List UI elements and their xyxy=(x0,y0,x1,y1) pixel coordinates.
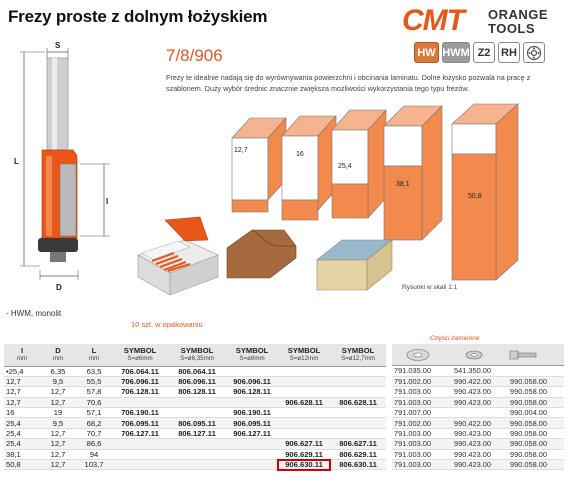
dimension-cell: 9,5 xyxy=(40,418,76,428)
diagram-value-3: 25,4 xyxy=(338,163,352,170)
table-row xyxy=(4,366,386,376)
table-row xyxy=(392,387,564,397)
diagram-value-5: 50,8 xyxy=(468,193,482,200)
dim-i-label: I xyxy=(106,197,109,206)
scale-note: Rysunki w skali 1:1 xyxy=(402,284,458,291)
symbol-cell: 706.096.11 xyxy=(112,376,168,386)
dimension-cell: 6,35 xyxy=(40,366,76,376)
dimension-cell: 25,4 xyxy=(4,439,40,449)
spare-parts-icons xyxy=(392,344,564,366)
symbol-cell xyxy=(330,428,386,438)
dimension-cell: 103,7 xyxy=(76,460,112,470)
dimension-cell: 12,7 xyxy=(40,397,76,407)
spec-header-main: SYMBOL xyxy=(180,345,214,355)
spec-header-main: D xyxy=(55,345,61,355)
dimension-cell: •25,4 xyxy=(4,366,40,376)
part-number-cell: 791.002.00 xyxy=(392,376,452,386)
spec-header-sub: mm xyxy=(16,354,28,362)
table-row xyxy=(392,376,564,386)
symbol-cell: 806.627.11 xyxy=(330,439,386,449)
part-number-cell: 990.058.00 xyxy=(508,376,564,386)
spec-header-0 xyxy=(4,344,40,366)
part-number-cell: 990.004.00 xyxy=(508,408,564,418)
part-number-cell: 990.058.00 xyxy=(508,418,564,428)
hwm-badge: HWM xyxy=(442,42,470,63)
spec-header-5 xyxy=(226,344,278,366)
symbol-cell: 906.095.11 xyxy=(226,418,278,428)
page-title: Frezy proste z dolnym łożyskiem xyxy=(8,7,268,26)
symbol-cell xyxy=(226,439,278,449)
spare-parts-table xyxy=(392,366,564,470)
spec-header-4 xyxy=(168,344,226,366)
part-number-cell: 791.035.00 xyxy=(392,366,452,376)
symbol-cell xyxy=(112,449,168,459)
table-row xyxy=(392,439,564,449)
symbol-cell: 906.629.11 xyxy=(278,449,330,459)
part-number-cell: 990.422.00 xyxy=(452,418,508,428)
washer-part-icon xyxy=(466,351,482,359)
part-number-cell: 791.003.00 xyxy=(392,387,452,397)
symbol-cell xyxy=(278,366,330,376)
symbol-cell xyxy=(278,428,330,438)
table-row xyxy=(392,449,564,459)
symbol-cell xyxy=(168,397,226,407)
symbol-cell: 906.627.11 xyxy=(278,439,330,449)
symbol-cell xyxy=(226,449,278,459)
dimension-cell: 12,7 xyxy=(40,428,76,438)
dimension-cell: 68,2 xyxy=(76,418,112,428)
dimension-cell: 12,7 xyxy=(40,449,76,459)
logo-line2: TOOLS xyxy=(488,21,536,36)
dim-s-label: S xyxy=(55,41,61,50)
diagram-value-1: 12,7 xyxy=(234,147,248,154)
symbol-cell xyxy=(278,408,330,418)
table-row xyxy=(392,418,564,428)
part-number-cell: 990.423.00 xyxy=(452,460,508,470)
part-number-cell: 791.003.00 xyxy=(392,428,452,438)
spec-header-main: SYMBOL xyxy=(123,345,157,355)
table-row xyxy=(4,460,386,470)
symbol-cell: 806.096.11 xyxy=(168,376,226,386)
bearing-icon xyxy=(523,42,545,63)
dimension-cell: 57,1 xyxy=(76,408,112,418)
symbol-cell xyxy=(226,460,278,470)
part-number-cell: 990.422.00 xyxy=(452,376,508,386)
dim-d-label: D xyxy=(56,283,62,292)
part-number-cell: 990.058.00 xyxy=(508,387,564,397)
bearing-part-icon xyxy=(407,350,429,361)
spec-header-main: SYMBOL xyxy=(235,345,269,355)
table-row xyxy=(4,418,386,428)
spec-header-3 xyxy=(112,344,168,366)
part-number-cell: 791.007.00 xyxy=(392,408,452,418)
symbol-cell xyxy=(278,418,330,428)
symbol-cell xyxy=(330,366,386,376)
symbol-cell: 906.128.11 xyxy=(226,387,278,397)
dimension-cell: 63,5 xyxy=(76,366,112,376)
symbol-cell: 706.190.11 xyxy=(112,408,168,418)
dimension-cell: 25,4 xyxy=(4,418,40,428)
board-38-1 xyxy=(384,106,442,240)
part-number-cell: 990.423.00 xyxy=(452,449,508,459)
symbol-cell: 806.127.11 xyxy=(168,428,226,438)
table-row xyxy=(4,376,386,386)
symbol-cell: 906.127.11 xyxy=(226,428,278,438)
hwm-monolit-label: - HWM, monolit xyxy=(6,309,62,318)
dimension-cell: 12,7 xyxy=(40,387,76,397)
symbol-cell xyxy=(226,366,278,376)
part-number-cell: 990.423.00 xyxy=(452,439,508,449)
part-number-cell: 990.058.00 xyxy=(508,449,564,459)
brand-logo xyxy=(402,4,562,38)
spec-header-sub: mm xyxy=(52,354,64,362)
part-number-cell: 791.002.00 xyxy=(392,418,452,428)
symbol-cell: 906.190.11 xyxy=(226,408,278,418)
spec-header-sub: S=ø6,35mm xyxy=(180,354,214,362)
symbol-cell: 806.630.11 xyxy=(330,460,386,470)
table-row xyxy=(392,408,564,418)
symbol-cell xyxy=(330,408,386,418)
packaging-box-illustration xyxy=(130,215,225,300)
spec-header-main: SYMBOL xyxy=(287,345,321,355)
spec-header-main: SYMBOL xyxy=(341,345,375,355)
board-12-7 xyxy=(232,118,286,212)
table-row xyxy=(4,449,386,459)
board-50-8 xyxy=(452,104,518,280)
table-row xyxy=(392,366,564,376)
edge-profile-sample xyxy=(227,230,296,278)
symbol-cell: 706.127.11 xyxy=(112,428,168,438)
spec-header-sub: S=ø8mm xyxy=(239,354,265,362)
symbol-cell: 806.628.11 xyxy=(330,397,386,407)
dimension-cell: 38,1 xyxy=(4,449,40,459)
symbol-cell xyxy=(226,397,278,407)
dimension-cell: 16 xyxy=(4,408,40,418)
dimension-cell: 70,6 xyxy=(76,397,112,407)
package-quantity-note: 10 szt. w opakowaniu xyxy=(131,320,203,329)
router-bit-illustration xyxy=(0,40,120,300)
logo-line1: ORANGE xyxy=(488,7,549,22)
dimension-cell: 50,8 xyxy=(4,460,40,470)
symbol-cell: 706.095.11 xyxy=(112,418,168,428)
symbol-cell xyxy=(168,460,226,470)
symbol-cell: 806.128.11 xyxy=(168,387,226,397)
rh-badge: RH xyxy=(498,42,520,63)
part-number-cell xyxy=(508,366,564,376)
diagram-value-4: 38,1 xyxy=(396,181,410,188)
symbol-cell xyxy=(168,408,226,418)
part-number-cell xyxy=(452,408,508,418)
symbol-cell xyxy=(168,449,226,459)
part-number-cell: 541.350.00 xyxy=(452,366,508,376)
symbol-cell: 706.064.11 xyxy=(112,366,168,376)
table-row xyxy=(4,439,386,449)
part-number-cell: 990.423.00 xyxy=(452,428,508,438)
highlighted-symbol-cell: 906.630.11 xyxy=(278,460,330,470)
symbol-cell xyxy=(112,439,168,449)
part-number-cell: 990.423.00 xyxy=(452,387,508,397)
table-row xyxy=(392,460,564,470)
symbol-cell: 906.096.11 xyxy=(226,376,278,386)
dimension-cell: 12,7 xyxy=(4,376,40,386)
spec-header-sub: S=ø12mm xyxy=(289,354,319,362)
symbol-cell xyxy=(278,376,330,386)
dimension-cell: 25,4 xyxy=(4,428,40,438)
dimension-cell: 12,7 xyxy=(4,397,40,407)
dimension-cell: 9,5 xyxy=(40,376,76,386)
screw-part-icon xyxy=(510,351,536,359)
dimension-cell: 19 xyxy=(40,408,76,418)
diagram-value-2: 16 xyxy=(296,151,304,158)
table-row xyxy=(4,428,386,438)
logo-brand: CMT xyxy=(402,4,464,37)
symbol-cell xyxy=(330,376,386,386)
dimension-cell: 12,7 xyxy=(40,439,76,449)
symbol-cell: 806.095.11 xyxy=(168,418,226,428)
table-row xyxy=(4,387,386,397)
dim-l-label: L xyxy=(14,157,19,166)
part-number-cell: 990.058.00 xyxy=(508,460,564,470)
symbol-cell xyxy=(278,387,330,397)
spec-header-main: I xyxy=(20,345,24,355)
spec-header-sub: mm xyxy=(88,354,100,362)
part-number-cell: 791.003.00 xyxy=(392,397,452,407)
spec-header-2 xyxy=(76,344,112,366)
symbol-cell: 706.128.11 xyxy=(112,387,168,397)
part-number-cell: 791.003.00 xyxy=(392,449,452,459)
part-number-cell: 990.423.00 xyxy=(452,397,508,407)
dimension-cell: 70,7 xyxy=(76,428,112,438)
spec-table xyxy=(4,344,386,470)
dimension-cell: 86,6 xyxy=(76,439,112,449)
spec-header-7 xyxy=(330,344,386,366)
dimension-cell: 12,7 xyxy=(4,387,40,397)
part-number-cell: 791.003.00 xyxy=(392,460,452,470)
spec-header-sub: S=ø12,7mm xyxy=(341,354,375,362)
dimension-cell: 12,7 xyxy=(40,460,76,470)
table-row xyxy=(4,397,386,407)
part-number-cell: 990.058.00 xyxy=(508,439,564,449)
symbol-cell xyxy=(168,439,226,449)
part-number-cell: 791.003.00 xyxy=(392,439,452,449)
dimension-cell: 57,8 xyxy=(76,387,112,397)
part-number-cell: 990.058.00 xyxy=(508,428,564,438)
symbol-cell xyxy=(112,397,168,407)
spec-header-sub: S=ø6mm xyxy=(127,354,153,362)
hw-badge: HW xyxy=(414,42,439,63)
laminate-sample xyxy=(317,240,392,290)
table-row xyxy=(4,408,386,418)
symbol-cell: 906.628.11 xyxy=(278,397,330,407)
symbol-cell: 806.629.11 xyxy=(330,449,386,459)
dimension-cell: 94 xyxy=(76,449,112,459)
spec-header-main: L xyxy=(91,345,97,355)
board-16 xyxy=(282,116,336,220)
product-description: Frezy te idealnie nadają się do wyrównywania powierzchni i obcinania laminatu. Dolne łożysko pozwala na pracę z szablonem. Duży wybór średnic znacznie zwiększa możliwości wykorzystania tego typu frezów. xyxy=(166,73,531,93)
table-row xyxy=(392,428,564,438)
symbol-cell xyxy=(112,460,168,470)
part-number-cell: 990.058.00 xyxy=(508,397,564,407)
symbol-cell xyxy=(330,418,386,428)
table-row xyxy=(392,397,564,407)
z2-badge: Z2 xyxy=(473,42,495,63)
symbol-cell xyxy=(330,387,386,397)
cutting-height-diagrams xyxy=(222,100,562,300)
product-code: 7/8/906 xyxy=(166,46,223,65)
symbol-cell: 806.064.11 xyxy=(168,366,226,376)
spec-header-1 xyxy=(40,344,76,366)
dimension-cell: 55,5 xyxy=(76,376,112,386)
spare-parts-title: Części zamienne xyxy=(430,335,480,342)
spec-header-6 xyxy=(278,344,330,366)
